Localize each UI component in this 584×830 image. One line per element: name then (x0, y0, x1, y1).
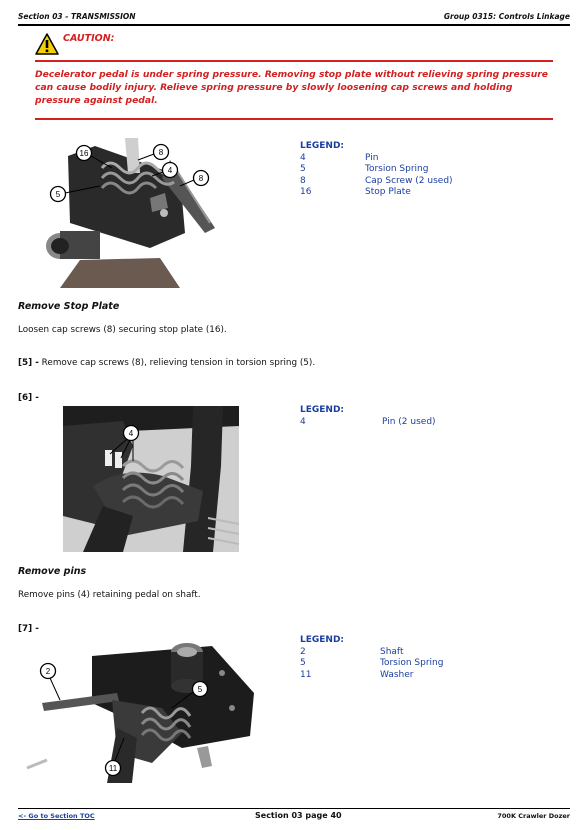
legend-num: 8 (300, 175, 306, 186)
shaft-photo (22, 638, 262, 783)
pins-photo (63, 406, 239, 552)
legend-name: Torsion Spring (365, 164, 429, 174)
footer-divider (18, 808, 570, 809)
callout-11: 11 (108, 764, 118, 773)
instruction-loosen-cap-screws: Loosen cap screws (8) securing stop plate (16). (18, 325, 227, 335)
legend-row (300, 176, 540, 188)
legend-num: 16 (300, 187, 312, 197)
legend-row (300, 153, 540, 165)
legend-name: Shaft (380, 646, 404, 657)
callout-2: 2 (45, 667, 51, 676)
stop-plate-photo (40, 138, 225, 288)
instruction-remove-pins: Remove pins (4) retaining pedal on shaft. (18, 590, 201, 600)
callout-5: 5 (197, 685, 203, 694)
legend-title: LEGEND: (300, 405, 345, 415)
section-title-remove-pins: Remove pins (18, 566, 87, 577)
legend-row (300, 164, 540, 176)
legend-num: 5 (300, 658, 306, 668)
callout-4: 4 (128, 429, 134, 438)
legend-row (300, 417, 540, 429)
callout-8: 8 (158, 148, 164, 157)
callout-5: 5 (55, 190, 61, 199)
callout-8-second: 8 (198, 174, 204, 183)
caution-title: CAUTION: (63, 33, 115, 44)
legend-name: Cap Screw (2 used) (365, 175, 453, 186)
legend-row (300, 670, 540, 682)
legend-name: Pin (365, 152, 379, 163)
step-5-text: Remove cap screws (8), relieving tension in torsion spring (5). (38, 358, 316, 368)
header-section: Section 03 - TRANSMISSION (18, 12, 136, 21)
step-5-label: [5] - (18, 358, 39, 368)
legend-name: Pin (2 used) (382, 416, 436, 427)
caution-bottom-divider (35, 118, 553, 120)
legend-title: LEGEND: (300, 141, 345, 151)
step-6-label: [6] - (18, 393, 39, 403)
legend-figure2 (300, 405, 540, 428)
header-divider (18, 24, 570, 26)
legend-title: LEGEND: (300, 635, 345, 645)
header-group: Group 0315: Controls Linkage (443, 12, 570, 21)
legend-num: 11 (300, 669, 312, 680)
page-number: Section 03 page 40 (255, 811, 342, 820)
legend-num: 5 (300, 164, 306, 174)
caution-top-divider (35, 60, 553, 62)
legend-num: 4 (300, 416, 306, 427)
caution-text: Decelerator pedal is under spring pressure. Removing stop plate without relieving spring pressure can cause bodily injury. Relieve spring pressure by slowly loosening cap screws and holding pressure against pedal. (35, 69, 549, 106)
model-name: 700K Crawler Dozer (497, 812, 570, 820)
legend-name: Washer (380, 669, 414, 680)
legend-row (300, 658, 540, 670)
go-to-section-toc-link[interactable]: <- Go to Section TOC (18, 812, 95, 820)
legend-num: 4 (300, 152, 306, 163)
warning-triangle-icon (35, 33, 59, 55)
legend-figure1 (300, 141, 540, 199)
step-5 (18, 358, 315, 368)
legend-name: Torsion Spring (380, 658, 444, 668)
section-title-remove-stop-plate: Remove Stop Plate (18, 301, 120, 312)
step-7-label: [7] - (18, 624, 39, 634)
callout-4: 4 (167, 166, 173, 175)
legend-figure3 (300, 635, 540, 681)
callout-16: 16 (79, 149, 89, 158)
legend-num: 2 (300, 646, 306, 657)
legend-name: Stop Plate (365, 187, 411, 197)
legend-row (300, 647, 540, 659)
legend-row (300, 187, 540, 199)
